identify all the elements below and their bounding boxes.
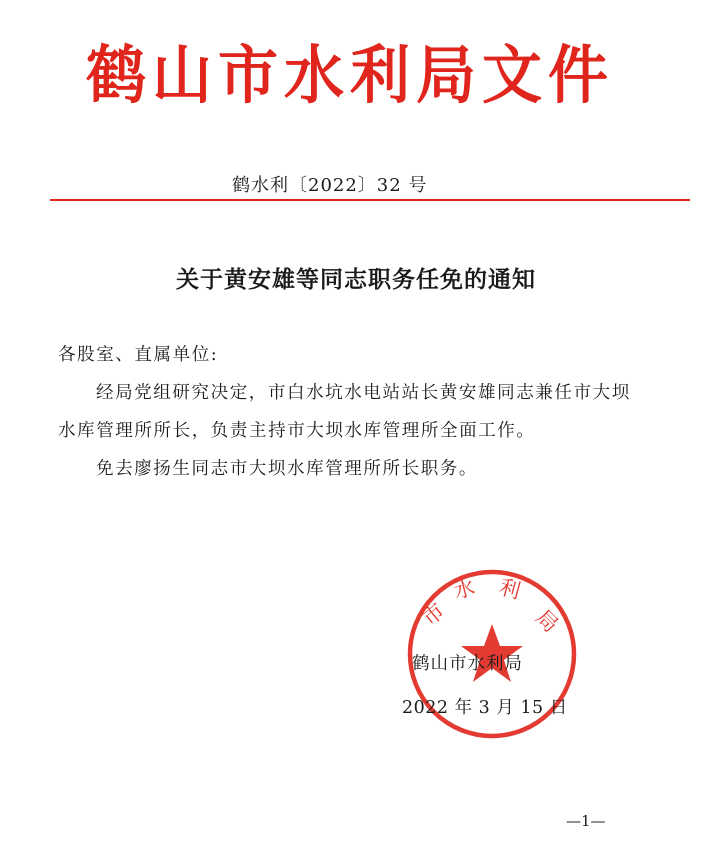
document-number: 鹤水利〔2022〕32 号 [232,175,428,196]
paragraph-appointment: 经局党组研究决定，市白水坑水电站站长黄安雄同志兼任市大坝水库管理所所长，负责主持市大坝水库管理所全面工作。 [58,383,631,441]
red-divider-line [50,199,690,201]
signature-date: 2022 年 3 月 15 日 [402,698,568,718]
svg-text:利: 利 [496,574,524,604]
signature-organization: 鹤山市水利局 [412,654,523,674]
svg-text:局: 局 [531,605,563,637]
svg-text:水: 水 [450,574,478,604]
document-masthead: 鹤山市水利局文件 [86,39,614,113]
page-number: —1— [566,812,606,830]
notice-body [58,336,648,488]
salutation: 各股室、直属单位: [58,345,219,365]
paragraph-removal: 免去廖扬生同志市大坝水库管理所所长职务。 [96,459,478,479]
svg-text:市: 市 [417,598,450,631]
notice-title: 关于黄安雄等同志职务任免的通知 [176,266,536,293]
